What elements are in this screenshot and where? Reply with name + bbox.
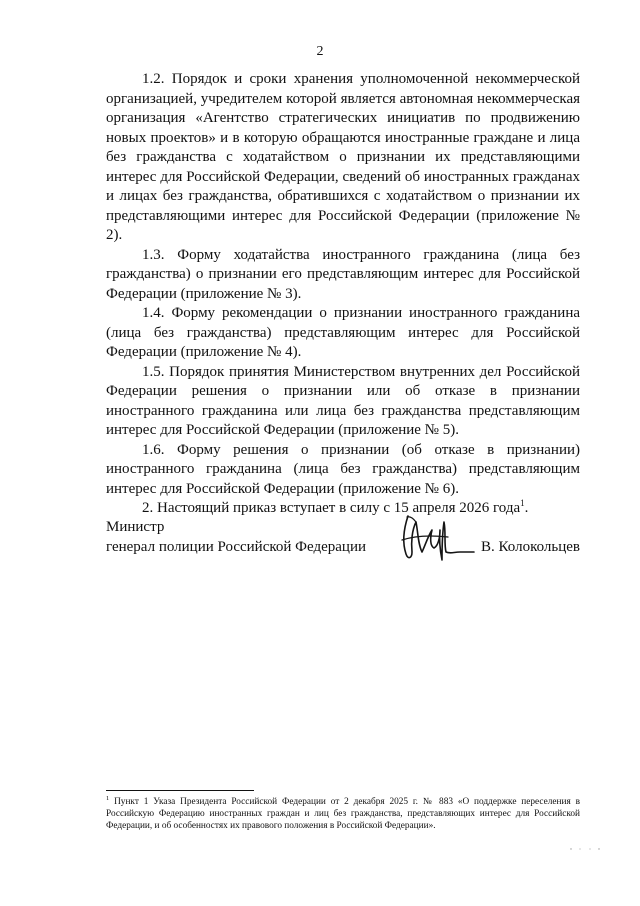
page-number: 2	[316, 44, 324, 59]
scan-artifact	[568, 846, 604, 852]
footnote-separator	[106, 790, 254, 791]
footnote-marker: 1	[106, 794, 110, 802]
signature-block	[106, 518, 580, 578]
paragraph-2-text: 2. Настоящий приказ вступает в силу с 15 апреля 2026 года	[142, 500, 521, 516]
signatory-rank: генерал полиции Российской Федерации	[106, 538, 367, 555]
handwritten-signature	[394, 508, 478, 570]
paragraph-1-5: 1.5. Порядок принятия Министерством внутренних дел Российской Федерации решения о признании или об отказе в признании иностранного гражданина или лица без гражданства представляющим интерес для Российской Федерации (приложение № 5).	[106, 363, 580, 438]
paragraph-2-end: .	[524, 500, 529, 516]
paragraph-1-6: 1.6. Форму решения о признании (об отказе в признании) иностранного гражданина (лица без гражданства) представляющим интерес для Российской Федерации (приложение № 6).	[106, 441, 580, 497]
footnote	[106, 796, 580, 833]
paragraph-1-2: 1.2. Порядок и сроки хранения уполномоченной некоммерческой организацией, учредителем которой является автономная некоммерческая организация «Агентство стратегических инициатив по продвижению новых проектов» и в которую обращаются иностранные граждане и лица без гражданства с ходатайством о признании их представляющими интерес для Российской Федерации, сведений об иностранных гражданах и лицах без гражданства, обратившихся с ходатайством о признании их представляющими интерес для Российской Федерации (приложение № 2).	[106, 71, 580, 243]
footnote-text: Пункт 1 Указа Президента Российской Федерации от 2 декабря 2025 г. № 883 «О поддержке переселения в Российскую Федерацию иностранных граждан и лиц без гражданства, представляющих интерес для Российской Федерации, и об особенностях их правового положения в Российской Федерации».	[106, 797, 580, 832]
signatory-name: В. Колокольцев	[481, 538, 580, 555]
paragraph-1-4: 1.4. Форму рекомендации о признании иностранного гражданина (лица без гражданства) представляющим интерес для Российской Федерации (приложение № 4).	[106, 305, 580, 360]
paragraph-2	[106, 499, 580, 519]
document-body	[106, 70, 580, 519]
signatory-position: Министр	[106, 519, 165, 535]
footnote-reference: 1	[520, 498, 525, 508]
paragraph-1-3: 1.3. Форму ходатайства иностранного гражданина (лица без гражданства) о признании его представляющим интерес для Российской Федерации (приложение № 3).	[106, 246, 580, 302]
